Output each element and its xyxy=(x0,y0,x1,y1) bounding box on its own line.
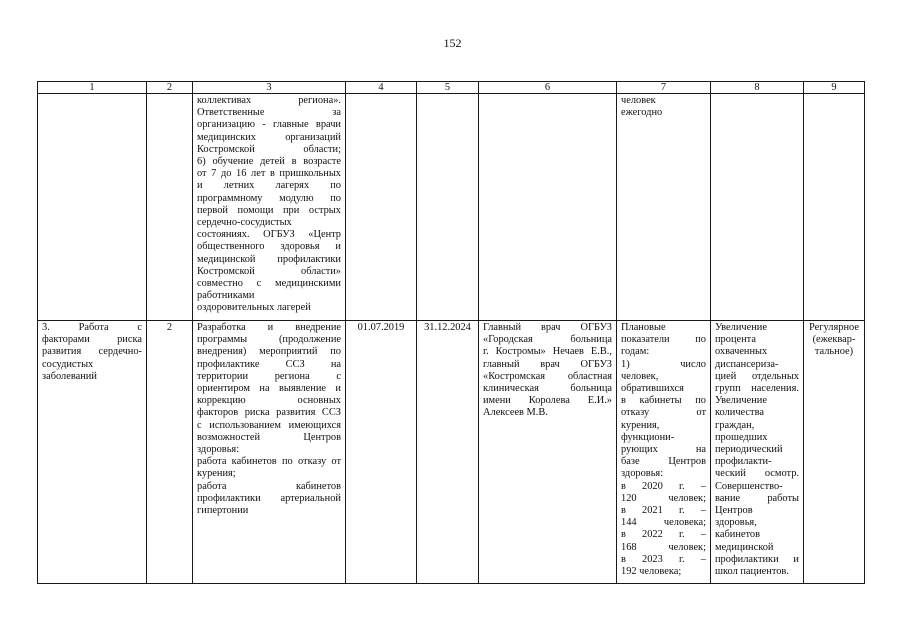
table-cell-measure-text xyxy=(193,94,346,321)
text-line: функциони- xyxy=(621,431,675,443)
text-line: 168 человек; xyxy=(621,541,706,553)
text-line: 192 человека; xyxy=(621,566,682,578)
text-line: процента xyxy=(715,334,756,346)
header-cell: 7 xyxy=(617,82,711,94)
text-line: с использованием имеющихся xyxy=(197,419,341,431)
text-line: Регулярное xyxy=(809,322,859,333)
text-line: факторов риска развития ССЗ xyxy=(197,407,341,419)
text-line: количества xyxy=(715,407,764,419)
text-line: работниками xyxy=(197,290,255,302)
table-cell xyxy=(147,94,193,321)
header-cell: 5 xyxy=(417,82,479,94)
text-line: диспансериза- xyxy=(715,358,779,370)
text-line: Ответственные за xyxy=(197,107,341,119)
table-cell-number: 2 xyxy=(147,321,193,584)
text-line: Увеличение xyxy=(715,322,767,333)
text-line: и летних лагерях по xyxy=(197,180,341,192)
text-line: (ежеквар- xyxy=(812,334,856,346)
table-cell-measure-text xyxy=(193,321,346,584)
text-line: главный врач ОГБУЗ xyxy=(483,358,612,370)
text-line: периодический xyxy=(715,444,783,456)
text-line: развития сердечно- xyxy=(42,346,142,358)
table-cell xyxy=(804,94,865,321)
text-line: годам: xyxy=(621,346,650,358)
text-line: человек xyxy=(621,95,656,106)
text-line: 120 человек; xyxy=(621,492,706,504)
text-line: территории региона с xyxy=(197,370,341,382)
text-line: ориентиром на выявление и xyxy=(197,383,341,395)
table-cell-start-date: 01.07.2019 xyxy=(346,321,417,584)
table-cell xyxy=(38,94,147,321)
text-line: коллективах региона». xyxy=(197,95,341,106)
text-line: первой помощи при острых xyxy=(197,204,341,216)
text-line: 6) обучение детей в возрасте xyxy=(197,156,341,168)
text-line: имени Королева Е.И.» xyxy=(483,395,612,407)
text-line: Разработка и внедрение xyxy=(197,322,341,333)
text-line: здоровья: xyxy=(197,444,240,456)
text-line: программы (продолжение xyxy=(197,334,341,346)
table-cell xyxy=(417,94,479,321)
text-line: цией отдельных xyxy=(715,370,799,382)
text-line: медицинской xyxy=(715,541,774,553)
text-line: организацию - главные врачи xyxy=(197,119,341,131)
text-line: гипертонии xyxy=(197,505,249,517)
table-cell-indicators xyxy=(617,321,711,584)
text-line: от 7 до 16 лет в пришкольных xyxy=(197,168,341,180)
text-line: в кабинеты по xyxy=(621,395,706,407)
text-line: Центров xyxy=(715,505,753,517)
header-row xyxy=(38,82,865,94)
table-cell-indicators xyxy=(617,94,711,321)
text-line: вание работы xyxy=(715,492,799,504)
text-line: профилакти- xyxy=(715,456,772,468)
text-line: Увеличение xyxy=(715,395,767,407)
text-line: оздоровительных лагерей xyxy=(197,302,311,314)
text-line: Совершенство- xyxy=(715,480,783,492)
text-line: курения; xyxy=(197,468,236,480)
text-line: в 2021 г. – xyxy=(621,505,706,517)
header-cell: 1 xyxy=(38,82,147,94)
text-line: рующих на xyxy=(621,444,706,456)
table-cell-result xyxy=(711,321,804,584)
text-line: ежегодно xyxy=(621,107,663,119)
text-line: Плановые xyxy=(621,322,666,333)
header-cell: 9 xyxy=(804,82,865,94)
text-line: медицинской профилактики xyxy=(197,253,341,265)
text-line: 144 человека; xyxy=(621,517,706,529)
measures-table xyxy=(37,81,865,584)
text-line: медицинских организаций xyxy=(197,131,341,143)
text-line: 3. Работа с xyxy=(42,322,142,333)
text-line: отказу от xyxy=(621,407,706,419)
header-cell: 8 xyxy=(711,82,804,94)
text-line: Алексеев М.В. xyxy=(483,407,548,419)
text-line: тальное) xyxy=(814,346,854,358)
text-line: базе Центров xyxy=(621,456,706,468)
text-line: охваченных xyxy=(715,346,768,358)
text-line: профилактики и xyxy=(715,553,799,565)
text-line: ческий осмотр. xyxy=(715,468,799,480)
text-line: заболеваний xyxy=(42,370,97,382)
table-cell-measure-title xyxy=(38,321,147,584)
text-line: возможностей Центров xyxy=(197,431,341,443)
text-line: внедрения) мероприятий по xyxy=(197,346,341,358)
text-line: человек, xyxy=(621,370,659,382)
text-line: клиническая больница xyxy=(483,383,612,395)
text-line: работа кабинетов по отказу от xyxy=(197,456,341,468)
text-line: обратившихся xyxy=(621,383,684,395)
text-line: «Костромская областная xyxy=(483,370,612,382)
text-line: здоровья, xyxy=(715,517,757,529)
text-line: общественного здоровья и xyxy=(197,241,341,253)
header-cell: 3 xyxy=(193,82,346,94)
text-line: Главный врач ОГБУЗ xyxy=(483,322,612,333)
page-number: 152 xyxy=(443,36,462,50)
text-line: программному модулю по xyxy=(197,192,341,204)
text-line: прошедших xyxy=(715,431,768,443)
table-cell-end-date: 31.12.2024 xyxy=(417,321,479,584)
table-cell-periodicity xyxy=(804,321,865,584)
text-line: граждан, xyxy=(715,419,755,431)
text-line: г. Костромы» Нечаев Е.В., xyxy=(483,346,612,358)
text-line: Костромской области; xyxy=(197,143,341,155)
table-cell xyxy=(479,94,617,321)
text-line: профилактике ССЗ на xyxy=(197,358,341,370)
text-line: работа кабинетов xyxy=(197,480,341,492)
text-line: сосудистых xyxy=(42,358,94,370)
table-row-continuation xyxy=(38,94,865,321)
text-line: школ пациентов. xyxy=(715,566,789,578)
header-cell: 2 xyxy=(147,82,193,94)
table-row-measure-3 xyxy=(38,321,865,584)
text-line: коррекцию основных xyxy=(197,395,341,407)
text-line: совместно с медицинскими xyxy=(197,278,341,290)
text-line: «Городская больница xyxy=(483,334,612,346)
table-cell xyxy=(711,94,804,321)
header-cell: 6 xyxy=(479,82,617,94)
header-cell: 4 xyxy=(346,82,417,94)
text-line: в 2022 г. – xyxy=(621,529,706,541)
text-line: групп населения. xyxy=(715,383,799,395)
text-line: курения, xyxy=(621,419,660,431)
table-cell xyxy=(346,94,417,321)
text-line: профилактики артериальной xyxy=(197,492,341,504)
text-line: Костромской области» xyxy=(197,265,341,277)
table-cell-responsible xyxy=(479,321,617,584)
text-line: здоровья: xyxy=(621,468,664,480)
text-line: факторами риска xyxy=(42,334,142,346)
text-line: в 2020 г. – xyxy=(621,480,706,492)
text-line: состояниях. ОГБУЗ «Центр xyxy=(197,229,341,241)
text-line: показатели по xyxy=(621,334,706,346)
text-line: 1) число xyxy=(621,358,706,370)
text-line: кабинетов xyxy=(715,529,761,541)
text-line: сердечно-сосудистых xyxy=(197,217,292,229)
text-line: в 2023 г. – xyxy=(621,553,706,565)
